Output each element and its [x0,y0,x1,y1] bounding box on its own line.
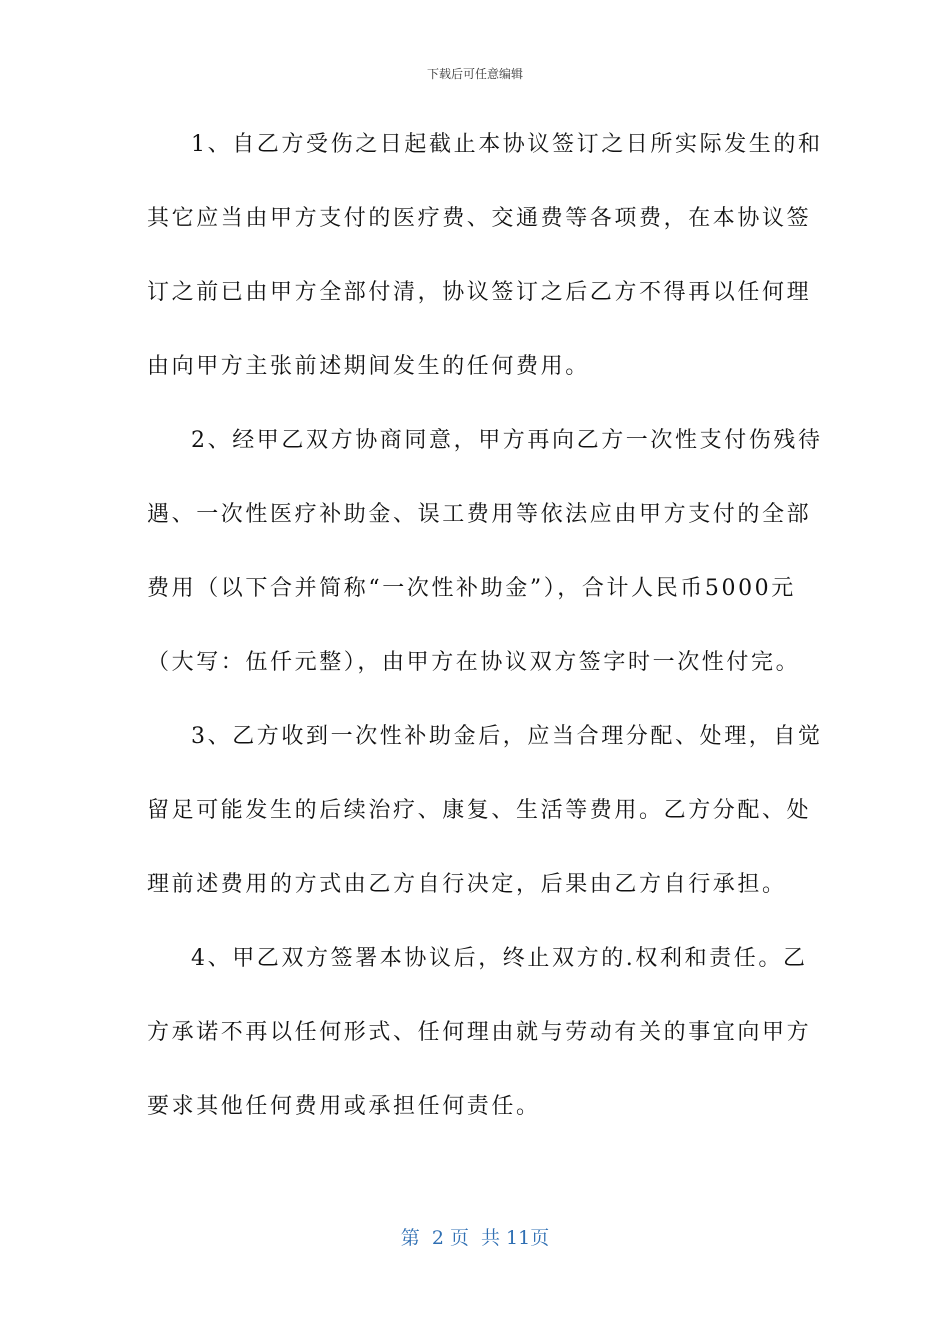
paragraph-4 [147,934,812,1156]
paragraph-line: 3、乙方收到一次性补助金后，应当合理分配、处理，自觉 [191,724,823,749]
paragraph-line: 理前述费用的方式由乙方自行决定，后果由乙方自行承担。 [147,872,787,897]
paragraph-1 [147,120,823,416]
paragraph-line: 订之前已由甲方全部付清，协议签订之后乙方不得再以任何理 [147,280,812,305]
paragraph-line: 4、甲乙双方签署本协议后，终止双方的.权利和责任。乙 [191,946,808,971]
document-body [147,120,823,1156]
paragraph-3 [147,712,823,934]
paragraph-2 [147,416,823,712]
paragraph-line: 费用（以下合并简称“一次性补助金”），合计人民币5000元 [147,576,796,601]
paragraph-line: 1、自乙方受伤之日起截止本协议签订之日所实际发生的和 [191,132,823,157]
paragraph-line: （大写：伍仟元整），由甲方在协议双方签字时一次性付完。 [147,650,801,675]
paragraph-line: 要求其他任何费用或承担任何责任。 [147,1094,541,1119]
paragraph-line: 留足可能发生的后续治疗、康复、生活等费用。乙方分配、处 [147,798,812,823]
page-header: 下载后可任意编辑 [426,67,523,81]
paragraph-line: 由向甲方主张前述期间发生的任何费用。 [147,354,590,379]
paragraph-line: 2、经甲乙双方协商同意，甲方再向乙方一次性支付伤残待 [191,428,823,453]
paragraph-line: 遇、一次性医疗补助金、误工费用等依法应由甲方支付的全部 [147,502,812,527]
paragraph-line: 其它应当由甲方支付的医疗费、交通费等各项费，在本协议签 [147,206,812,231]
page-number-footer: 第 2 页 共 11页 [400,1227,550,1249]
paragraph-line: 方承诺不再以任何形式、任何理由就与劳动有关的事宜向甲方 [147,1020,812,1045]
